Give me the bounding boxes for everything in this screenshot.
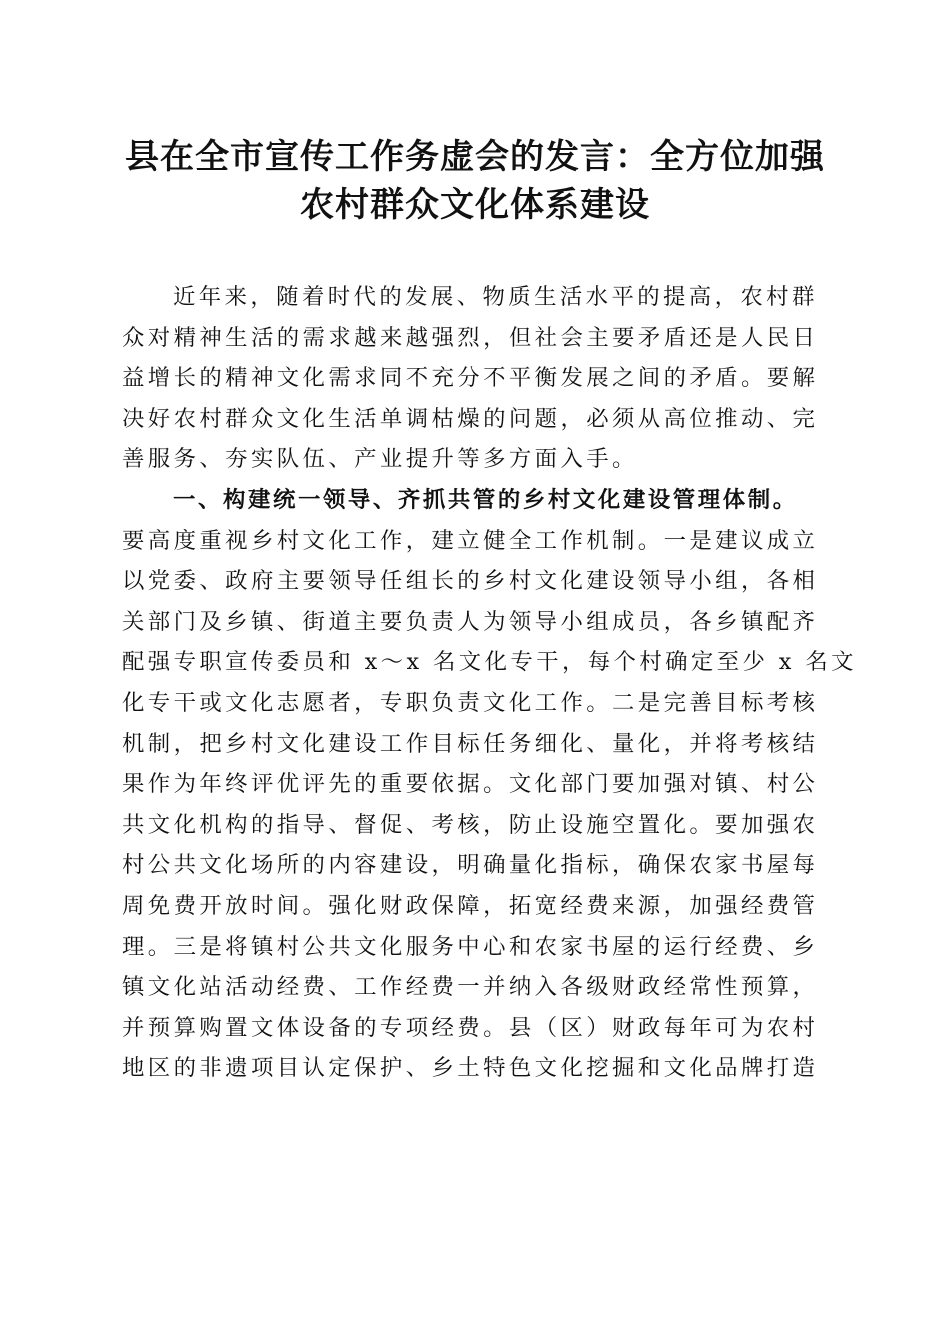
paragraph-intro-line: 决好农村群众文化生活单调枯燥的问题，必须从高位推动、完 [122,405,819,432]
section-heading-1: 一、构建统一领导、齐抓共管的乡村文化建设管理体制。 [173,486,798,513]
paragraph-line: 地区的非遗项目认定保护、乡土特色文化挖掘和文化品牌打造 [122,1055,819,1082]
paragraph-line: 配强专职宣传委员和 x～x 名文化专干，每个村确定至少 x 名文 [122,649,857,676]
paragraph-line: 果作为年终评优评先的重要依据。文化部门要加强对镇、村公 [122,771,819,798]
document-body [122,277,857,1089]
paragraph-line: 理。三是将镇村公共文化服务中心和农家书屋的运行经费、乡 [122,933,819,960]
title-line-1: 县在全市宣传工作务虚会的发言：全方位加强 [125,137,825,177]
paragraph-line: 周免费开放时间。强化财政保障，拓宽经费来源，加强经费管 [122,892,819,919]
document-title [100,133,850,229]
paragraph-line: 机制，把乡村文化建设工作目标任务细化、量化，并将考核结 [122,730,819,757]
paragraph-line: 要高度重视乡村文化工作，建立健全工作机制。一是建议成立 [122,527,819,554]
paragraph-intro-line: 近年来，随着时代的发展、物质生活水平的提高，农村群 [173,284,818,310]
paragraph-intro-line: 众对精神生活的需求越来越强烈，但社会主要矛盾还是人民日 [122,324,819,351]
paragraph-intro-line: 益增长的精神文化需求同不充分不平衡发展之间的矛盾。要解 [122,365,819,392]
paragraph-line: 并预算购置文体设备的专项经费。县（区）财政每年可为农村 [122,1014,819,1041]
paragraph-line: 镇文化站活动经费、工作经费一并纳入各级财政经常性预算， [122,974,819,1001]
paragraph-line: 村公共文化场所的内容建设，明确量化指标，确保农家书屋每 [122,852,819,879]
paragraph-intro-line: 善服务、夯实队伍、产业提升等多方面入手。 [122,446,638,473]
title-line-2: 农村群众文化体系建设 [300,185,650,225]
paragraph-line: 以党委、政府主要领导任组长的乡村文化建设领导小组，各相 [122,568,819,595]
paragraph-line: 关部门及乡镇、街道主要负责人为领导小组成员，各乡镇配齐 [122,608,819,635]
paragraph-line: 共文化机构的指导、督促、考核，防止设施空置化。要加强农 [122,811,819,838]
paragraph-line: 化专干或文化志愿者，专职负责文化工作。二是完善目标考核 [122,689,819,716]
